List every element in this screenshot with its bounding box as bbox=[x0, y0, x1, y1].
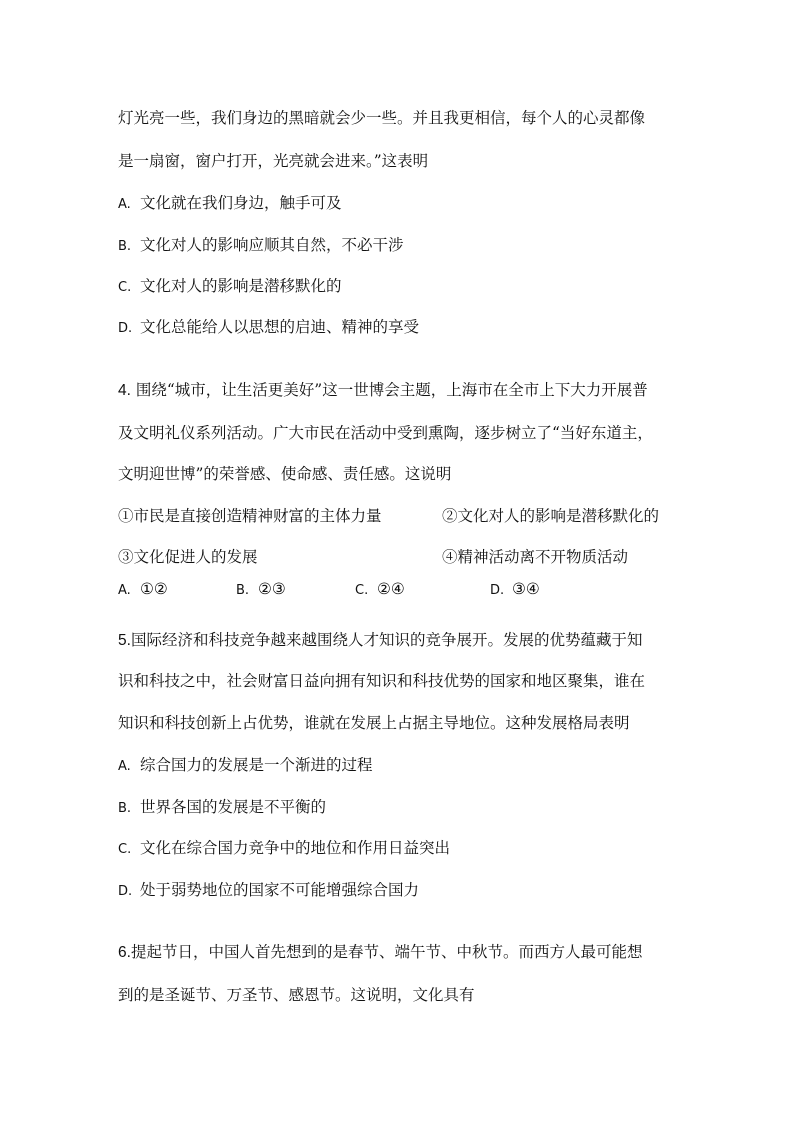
option-text: 处于弱势地位的国家不可能增强综合国力 bbox=[140, 881, 420, 899]
q4-stem-line-1 bbox=[118, 380, 648, 401]
q4-stem-line-3: 文明迎世博”的荣誉感、使命感、责任感。这说明 bbox=[118, 465, 452, 483]
q4-choice-d bbox=[490, 579, 540, 601]
q3-option-a bbox=[118, 193, 342, 215]
option-text: 文化总能给人以思想的启迪、精神的享受 bbox=[140, 318, 420, 336]
choice-text: ②④ bbox=[377, 580, 405, 598]
option-text: 文化对人的影响是潜移默化的 bbox=[140, 277, 342, 295]
q5-option-d bbox=[118, 880, 419, 902]
q5-stem-text: 国际经济和科技竞争越来越围绕人才知识的竞争展开。发展的优势蕴藏于知 bbox=[130, 631, 643, 649]
choice-text: ③④ bbox=[512, 580, 540, 598]
question-number: 6. bbox=[118, 944, 131, 961]
option-letter: B. bbox=[118, 239, 132, 254]
q4-choice-b bbox=[236, 579, 286, 601]
q5-stem-line-3: 知识和科技创新上占优势，谁就在发展上占据主导地位。这种发展格局表明 bbox=[118, 714, 630, 732]
q5-option-b bbox=[118, 797, 326, 819]
q6-stem-line-1 bbox=[118, 942, 642, 963]
q3-option-b bbox=[118, 235, 404, 257]
question-number: 5. bbox=[118, 632, 131, 649]
q4-choice-c bbox=[355, 579, 405, 601]
option-text: 文化就在我们身边，触手可及 bbox=[140, 194, 342, 212]
option-text: 文化对人的影响应顺其自然，不必干涉 bbox=[140, 236, 404, 254]
q3-stem-line-2: 是一扇窗，窗户打开，光亮就会进来。”这表明 bbox=[118, 152, 429, 170]
q4-statement-3: ③文化促进人的发展 bbox=[118, 548, 258, 566]
q5-option-c bbox=[118, 838, 450, 860]
q4-stem-text: 围绕“城市，让生活更美好”这一世博会主题，上海市在全市上下大力开展普 bbox=[135, 381, 648, 399]
q5-stem-line-1 bbox=[118, 630, 642, 651]
option-letter: A. bbox=[118, 759, 131, 774]
q3-option-c bbox=[118, 276, 342, 298]
q5-stem-line-2: 识和科技之中，社会财富日益向拥有知识和科技优势的国家和地区聚集，谁在 bbox=[118, 672, 646, 690]
q4-statement-2: ②文化对人的影响是潜移默化的 bbox=[442, 507, 660, 525]
option-letter: A. bbox=[118, 197, 131, 212]
choice-letter: D. bbox=[490, 583, 505, 598]
choice-text: ②③ bbox=[258, 580, 286, 598]
choice-text: ①② bbox=[140, 580, 168, 598]
option-letter: B. bbox=[118, 801, 132, 816]
question-number: 4. bbox=[118, 382, 131, 399]
q3-option-d bbox=[118, 317, 419, 339]
option-letter: D. bbox=[118, 321, 133, 336]
option-letter: C. bbox=[118, 280, 132, 295]
q4-stem-line-2: 及文明礼仪系列活动。广大市民在活动中受到熏陶，逐步树立了“当好东道主， bbox=[118, 424, 653, 442]
choice-letter: A. bbox=[118, 583, 131, 598]
q6-stem-line-2: 到的是圣诞节、万圣节、感恩节。这说明，文化具有 bbox=[118, 986, 475, 1004]
choice-letter: B. bbox=[236, 583, 250, 598]
option-text: 文化在综合国力竞争中的地位和作用日益突出 bbox=[140, 839, 451, 857]
choice-letter: C. bbox=[355, 583, 369, 598]
q3-stem-line-1: 灯光亮一些，我们身边的黑暗就会少一些。并且我更相信，每个人的心灵都像 bbox=[118, 109, 646, 127]
option-letter: C. bbox=[118, 842, 132, 857]
q4-statement-4: ④精神活动离不开物质活动 bbox=[442, 548, 629, 566]
q4-statement-1: ①市民是直接创造精神财富的主体力量 bbox=[118, 507, 382, 525]
option-text: 世界各国的发展是不平衡的 bbox=[140, 798, 327, 816]
q5-option-a bbox=[118, 755, 373, 777]
option-text: 综合国力的发展是一个渐进的过程 bbox=[140, 756, 373, 774]
option-letter: D. bbox=[118, 884, 133, 899]
q4-choice-a bbox=[118, 579, 168, 601]
q6-stem-text: 提起节日，中国人首先想到的是春节、端午节、中秋节。而西方人最可能想 bbox=[130, 943, 643, 961]
